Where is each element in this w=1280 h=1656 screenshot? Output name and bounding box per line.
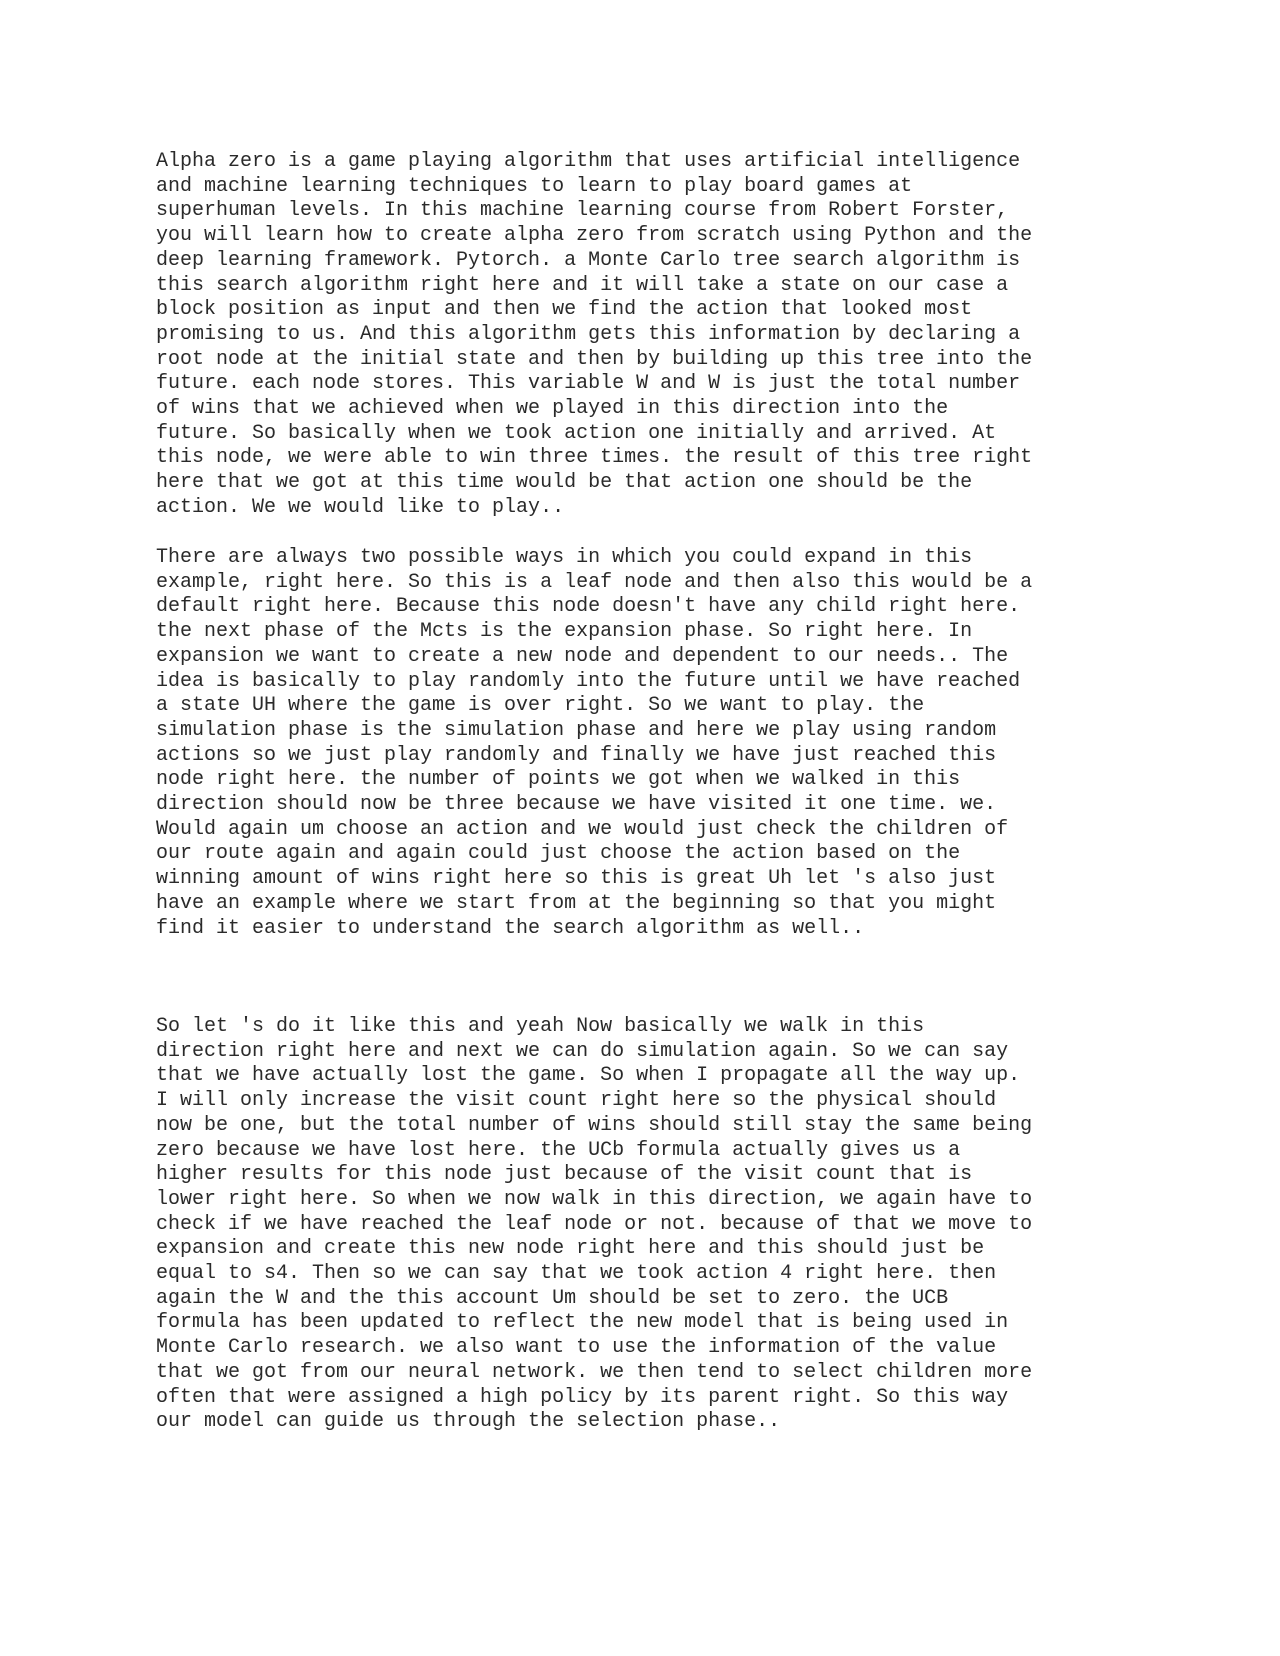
paragraph-ucb-formula: So let 's do it like this and yeah Now basically we walk in this direction right here and next we can do simulation again. So we can say that we have actually lost the game. So when I propagate all the way up. I will only increase the visit count right here so the physical should now be one, but the total number of wins should still stay the same being zero because we have lost here. the UCb formula actually gives us a higher results for this node just because of the visit count that is lower right here. So when we now walk in this direction, we again have to check if we have reached the leaf node or not. because of that we move to expansion and create this new node right here and this should just be equal to s4. Then so we can say that we took action 4 right here. then again the W and the this account Um should be set to zero. the UCB formula has been updated to reflect the new model that is being used in Monte Carlo research. we also want to use the information of the value that we got from our neural network. we then tend to select children more often that were assigned a high policy by its parent right. So this way our model can guide us through the selection phase..	[156, 1015, 1033, 1434]
paragraph-alphazero-intro: Alpha zero is a game playing algorithm that uses artificial intelligence and machine learning techniques to learn to play board games at superhuman levels. In this machine learning course from Robert Forster, you will learn how to create alpha zero from scratch using Python and the deep learning framework. Pytorch. a Monte Carlo tree search algorithm is this search algorithm right here and it will take a state on our case a block position as input and then we find the action that looked most promising to us. And this algorithm gets this information by declaring a root node at the initial state and then by building up this tree into the future. each node stores. This variable W and W is just the total number of wins that we achieved when we played in this direction into the future. So basically when we took action one initially and arrived. At this node, we were able to win three times. the result of this tree right here that we got at this time would be that action one should be the action. We we would like to play..	[156, 150, 1033, 519]
paragraph-mcts-phases: There are always two possible ways in which you could expand in this example, right here. So this is a leaf node and then also this would be a default right here. Because this node doesn't have any child right here. the next phase of the Mcts is the expansion phase. So right here. In expansion we want to create a new node and dependent to our needs.. The idea is basically to play randomly into the future until we have reached a state UH where the game is over right. So we want to play. the simulation phase is the simulation phase and here we play using random actions so we just play randomly and finally we have just reached this node right here. the number of points we got when we walked in this direction should now be three because we have visited it one time. we. Would again um choose an action and we would just check the children of our route again and again could just choose the action based on the winning amount of wins right here so this is great Uh let 's also just have an example where we start from at the beginning so that you might find it easier to understand the search algorithm as well..	[156, 546, 1033, 940]
